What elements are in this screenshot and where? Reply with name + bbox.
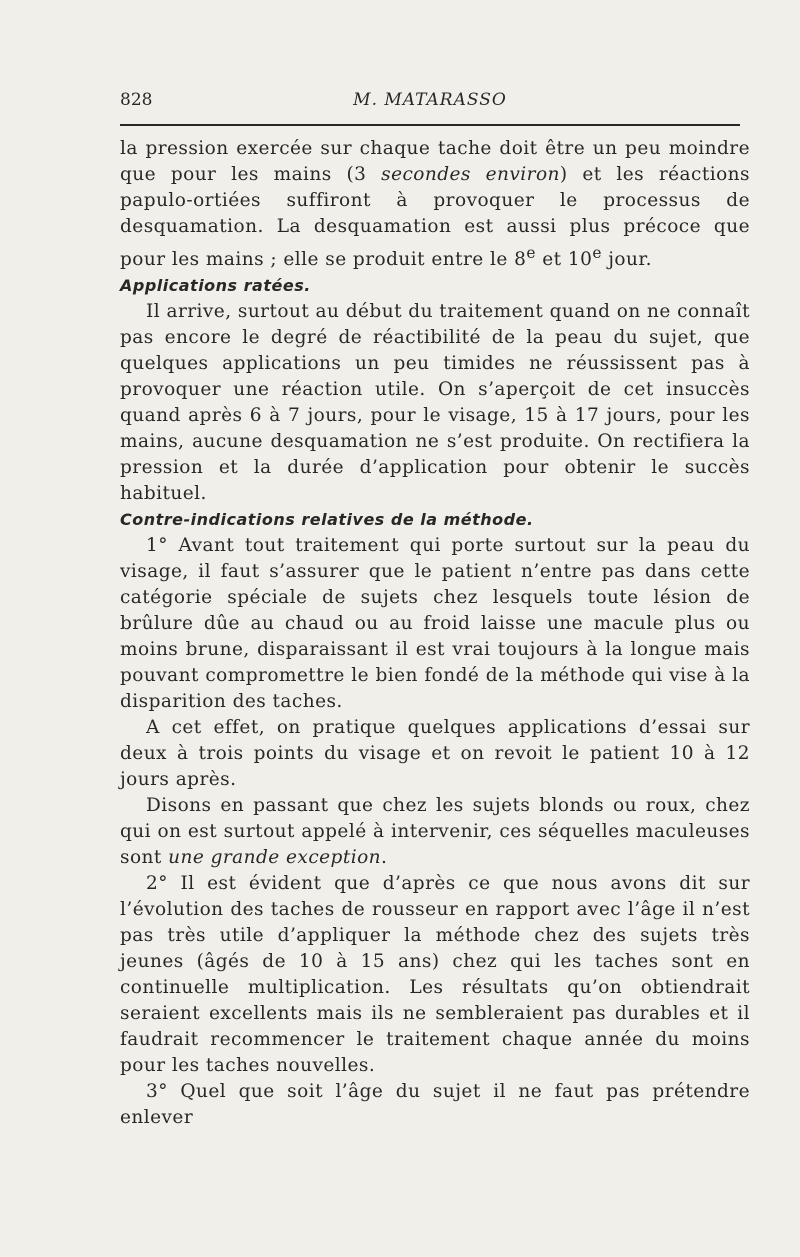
heading-contre-indications: Contre-indications relatives de la méthode. — [120, 510, 534, 530]
paragraph-failed-applications: Il arrive, surtout au début du traitement quand on ne connaît pas encore le degré de réactibilité de la peau du sujet, que quelques applications un peu timides ne réussissent pas à provoquer une réaction utile. On s’aperçoit de cet insuccès quand après 6 à 7 jours, pour le visage, 15 à 17 jours, pour les mains, aucune desquamation ne s’est produite. On rectifiera la pression et la durée d’application pour obtenir le succès habituel. — [120, 301, 750, 505]
paragraph-blond-subjects: Disons en passant que chez les sujets blonds ou roux, chez qui on est surtout appelé à intervenir, ces séquelles maculeuses sont une grande exception. — [120, 795, 750, 869]
heading-applications-ratees: Applications ratées. — [120, 276, 311, 296]
item-number: 1° — [146, 535, 168, 557]
emphasis-exception: une grande exception — [168, 847, 382, 869]
item-number: 2° — [146, 873, 168, 895]
emphasis-seconds: secondes environ — [381, 164, 560, 185]
paragraph-pressure: la pression exercée sur chaque tache doit être un peu moindre que pour les mains (3 secondes environ) et les réactions papulo-ortiées suffiront à provoquer le processus de desquamation. La desquamation est aussi plus précoce que pour les mains ; elle se produit entre le 8e et 10e jour. — [120, 138, 750, 271]
page-header — [120, 90, 740, 118]
body-text — [120, 136, 750, 1131]
header-rule — [120, 124, 740, 126]
item-number: 3° — [146, 1081, 168, 1103]
paragraph-point-3: 3° Quel que soit l’âge du sujet il ne faut pas prétendre enlever — [120, 1081, 750, 1129]
page-number: 828 — [120, 90, 153, 110]
paragraph-point-2: 2° Il est évident que d’après ce que nous avons dit sur l’évolution des taches de rousseur en rapport avec l’âge il n’est pas très utile d’appliquer la méthode chez des sujets très jeunes (âgés de 10 à 15 ans) chez qui les taches sont en continuelle multiplication. Les résultats qu’on obtiendrait seraient excellents mais ils ne sembleraient pas durables et il faudrait recommencer le traitement chaque année du moins pour les taches nouvelles. — [120, 873, 750, 1077]
running-title: M. MATARASSO — [353, 90, 507, 110]
paragraph-point-1: 1° Avant tout traitement qui porte surtout sur la peau du visage, il faut s’assurer que le patient n’entre pas dans cette catégorie spéciale de sujets chez lesquels toute lésion de brûlure dûe au chaud ou au froid laisse une macule plus ou moins brune, disparaissant il est vrai toujours à la longue mais pouvant compromettre le bien fondé de la méthode qui vise à la disparition des taches. — [120, 535, 750, 713]
paragraph-test-applications: A cet effet, on pratique quelques applications d’essai sur deux à trois points du visage et on revoit le patient 10 à 12 jours après. — [120, 717, 750, 791]
